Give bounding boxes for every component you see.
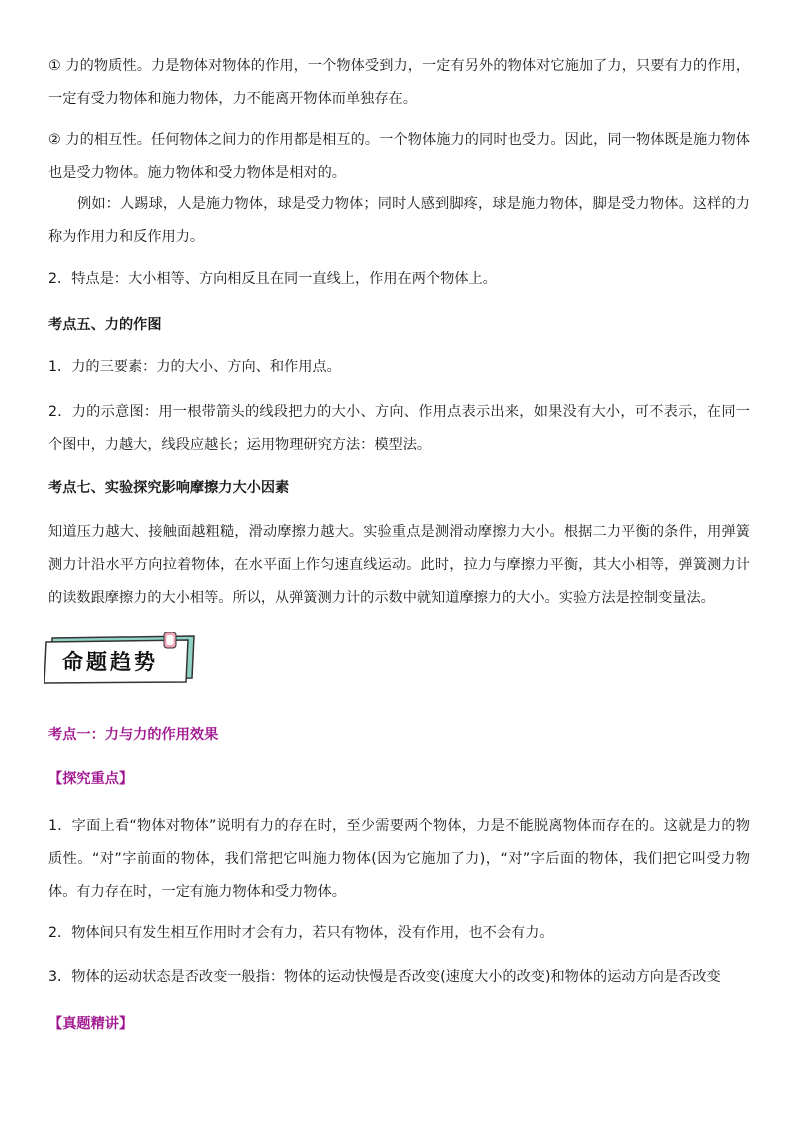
section-banner [44,632,196,684]
paragraph-mutual-property: ② 力的相互性。任何物体之间力的作用都是相互的。一个物体施力的同时也受力。因此，同一物体既是施力物体也是受力物体。施力物体和受力物体是相对的。 [48,132,750,181]
banner-title: 命题趋势 [62,649,158,674]
heading-topic-one: 考点一：力与力的作用效果 [48,727,219,743]
paragraph-material-property: ① 力的物质性。力是物体对物体的作用，一个物体受到力，一定有另外的物体对它施加了力，只要有力的作用，一定有受力物体和施力物体，力不能离开物体而单独存在。 [48,58,750,107]
paragraph-interaction: 2．物体间只有发生相互作用时才会有力，若只有物体，没有作用，也不会有力。 [48,925,554,941]
label-explore-focus: 【探究重点】 [48,771,134,787]
paragraph-force-diagram: 2．力的示意图：用一根带箭头的线段把力的大小、方向、作用点表示出来，如果没有大小，可不表示，在同一个图中，力越大，线段应越长；运用物理研究方法：模型法。 [48,404,750,453]
heading-topic-five: 考点五、力的作图 [48,317,162,333]
paragraph-literal-meaning: 1．字面上看“物体对物体”说明有力的存在时，至少需要两个物体，力是不能脱离物体而存在的。这就是力的物质性。“对”字前面的物体，我们常把它叫施力物体(因为它施加了力)，“对”字后面的物体，我们把它叫受力物体。有力存在时，一定有施力物体和受力物体。 [48,818,750,900]
label-exam-explanation: 【真题精讲】 [48,1016,134,1032]
paragraph-three-elements: 1．力的三要素：力的大小、方向、和作用点。 [48,359,341,375]
heading-topic-seven: 考点七、实验探究影响摩擦力大小因素 [48,480,290,496]
paragraph-motion-state: 3．物体的运动状态是否改变一般指：物体的运动快慢是否改变(速度大小的改变)和物体的运动方向是否改变 [48,969,721,985]
paragraph-friction-experiment: 知道压力越大、接触面越粗糙，滑动摩擦力越大。实验重点是测滑动摩擦力大小。根据二力平衡的条件，用弹簧测力计沿水平方向拉着物体，在水平面上作匀速直线运动。此时，拉力与摩擦力平衡，其大小相等，弹簧测力计的读数跟摩擦力的大小相等。所以，从弹簧测力计的示数中就知道摩擦力的大小。实验方法是控制变量法。 [48,524,750,606]
paragraph-characteristics: 2．特点是：大小相等、方向相反且在同一直线上，作用在两个物体上。 [48,271,497,287]
paragraph-example: 例如：人踢球，人是施力物体，球是受力物体；同时人感到脚疼，球是施力物体，脚是受力物体。这样的力称为作用力和反作用力。 [48,196,750,245]
